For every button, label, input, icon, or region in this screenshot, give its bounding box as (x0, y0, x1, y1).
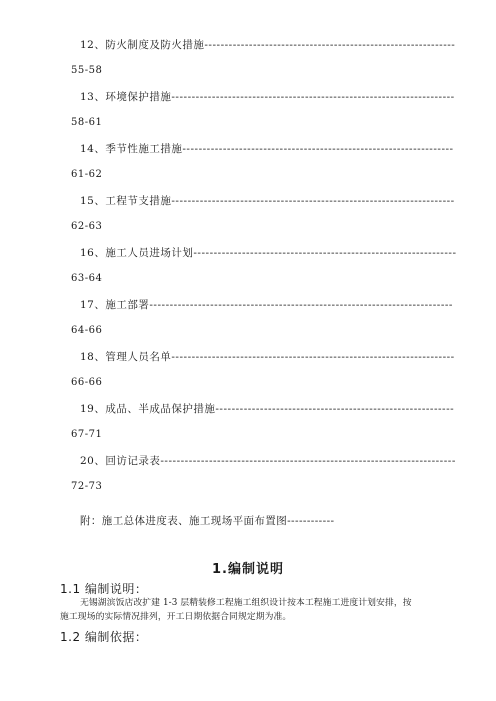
paragraph-line: 无锡湖滨饭店改扩建 1-3 层精装修工程施工组织设计按本工程施工进度计划安排，按 (80, 598, 412, 608)
toc-entry-pages-row (0, 376, 496, 402)
dot-leader: --------------------------------------------------------------------------- (149, 299, 453, 311)
toc-entry-title: 13、环境保护措施---------------------------------------------------------------------- (80, 91, 455, 103)
dot-leader: -------------------------------------------------------------- (204, 39, 456, 51)
toc-entry (0, 38, 496, 64)
toc-entry-pages-row (0, 272, 496, 298)
toc-entry-pages: 67-71 (71, 429, 103, 440)
sub-heading-compilation-basis: 1.2 编制依据： (60, 630, 148, 644)
toc-entry-title: 18、管理人员名单---------------------------------------------------------------------- (80, 351, 455, 363)
dot-leader: ----------------------------------------------------------------- (193, 247, 456, 259)
dot-leader: ----------------------------------------------------------- (215, 403, 455, 415)
toc-entry (0, 402, 496, 428)
compilation-notes-paragraph (60, 596, 460, 624)
toc-entry (0, 350, 496, 376)
toc-entry-title: 20、回访记录表------------------------------------------------------------------------- (80, 455, 456, 467)
paragraph-line: 施工现场的实际情况排列，开工日期依据合同规定期为准。 (60, 612, 292, 622)
toc-entry-pages: 66-66 (71, 377, 103, 388)
toc-entry-title: 16、施工人员进场计划----------------------------------------------------------------- (80, 247, 456, 259)
toc-entry-pages-row (0, 220, 496, 246)
toc-entry-pages-row (0, 480, 496, 506)
toc-entry-title: 14、季节性施工措施------------------------------------------------------------------- (80, 143, 454, 155)
toc-entry-pages-row (0, 116, 496, 142)
toc-entry (0, 298, 496, 324)
dot-leader: ---------------------------------------------------------------------- (171, 91, 455, 103)
toc-entry (0, 142, 496, 168)
toc-entry-pages: 61-62 (71, 169, 103, 180)
toc-entry-pages: 62-63 (71, 221, 103, 232)
table-of-contents (0, 38, 496, 506)
appendix-line: 附：施工总体进度表、施工现场平面布置图------------ (80, 515, 335, 527)
toc-entry-pages-row (0, 428, 496, 454)
dot-leader: ------------------------------------------------------------------------- (160, 455, 456, 467)
toc-entry-pages: 63-64 (71, 273, 103, 284)
toc-entry-pages-row (0, 324, 496, 350)
toc-entry (0, 194, 496, 220)
dot-leader: ---------------------------------------------------------------------- (171, 351, 455, 363)
toc-entry (0, 246, 496, 272)
section-title: 1.编制说明 (212, 562, 284, 577)
dot-leader: ---------------------------------------------------------------------- (171, 195, 455, 207)
toc-entry-title: 12、防火制度及防火措施-------------------------------------------------------------- (80, 39, 456, 51)
toc-entry-pages-row (0, 64, 496, 90)
dot-leader: ------------------------------------------------------------------- (182, 143, 454, 155)
toc-entry-pages: 64-66 (71, 325, 103, 336)
toc-entry-pages: 58-61 (71, 117, 103, 128)
toc-entry-pages: 72-73 (71, 481, 103, 492)
sub-heading-compilation-notes: 1.1 编制说明： (60, 582, 148, 596)
toc-entry (0, 454, 496, 480)
toc-entry-pages: 55-58 (71, 65, 103, 76)
toc-entry (0, 90, 496, 116)
toc-entry-title: 19、成品、半成品保护措施----------------------------------------------------------- (80, 403, 455, 415)
toc-entry-pages-row (0, 168, 496, 194)
toc-entry-title: 17、施工部署--------------------------------------------------------------------------- (80, 299, 453, 311)
toc-entry-title: 15、工程节支措施---------------------------------------------------------------------- (80, 195, 455, 207)
